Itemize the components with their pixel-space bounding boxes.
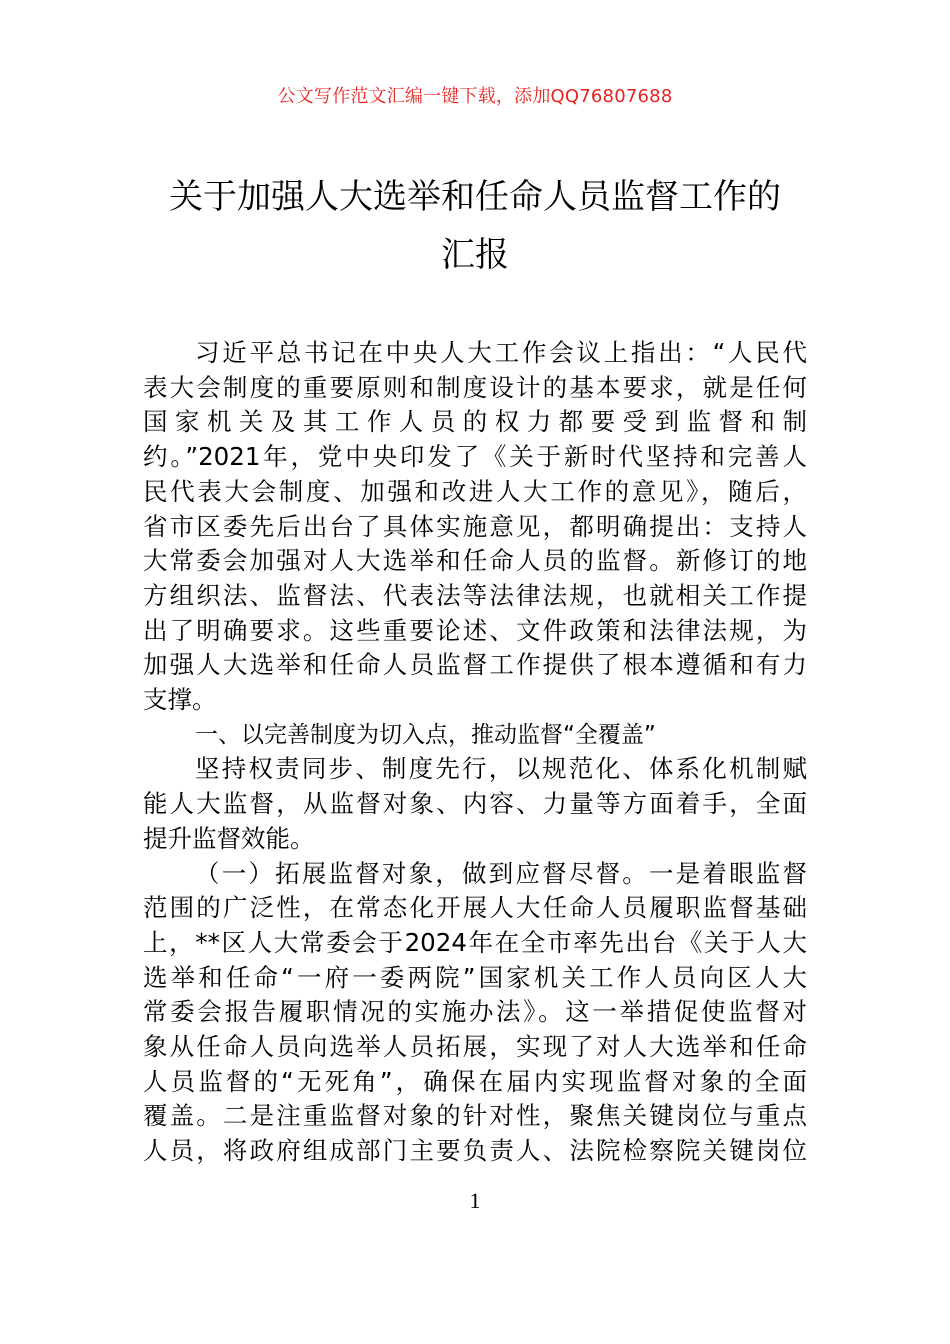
body-line: 覆盖。二是注重监督对象的针对性，聚焦关键岗位与重点 xyxy=(143,1101,807,1131)
body-line: 约。”2021年，党中央印发了《关于新时代坚持和完善人 xyxy=(143,442,807,472)
body-line: 国家机关及其工作人员的权力都要受到监督和制 xyxy=(143,407,807,437)
body-line: 人员监督的“无死角”，确保在届内实现监督对象的全面 xyxy=(143,1066,807,1096)
body-line: 方组织法、监督法、代表法等法律法规，也就相关工作提 xyxy=(143,580,807,610)
body-line: 加强人大选举和任命人员监督工作提供了根本遵循和有力 xyxy=(143,650,807,680)
title-line-1: 关于加强人大选举和任命人员监督工作的 xyxy=(169,177,781,217)
document-body xyxy=(143,336,807,1169)
body-line: 范围的广泛性，在常态化开展人大任命人员履职监督基础 xyxy=(143,893,807,923)
body-line: 选举和任命“一府一委两院”国家机关工作人员向区人大 xyxy=(143,962,807,992)
body-line: 象从任命人员向选举人员拓展，实现了对人大选举和任命 xyxy=(143,1032,807,1062)
body-line: （一）拓展监督对象，做到应督尽督。一是着眼监督 xyxy=(195,858,807,888)
body-line: 表大会制度的重要原则和制度设计的基本要求，就是任何 xyxy=(143,372,807,402)
body-line: 支撑。 xyxy=(143,685,217,715)
document-title xyxy=(130,168,820,284)
body-line: 省市区委先后出台了具体实施意见，都明确提出：支持人 xyxy=(143,511,807,541)
body-line: 民代表大会制度、加强和改进人大工作的意见》，随后， xyxy=(143,476,807,506)
body-line: 常委会报告履职情况的实施办法》。这一举措促使监督对 xyxy=(143,997,807,1027)
page-number: 1 xyxy=(469,1188,481,1213)
body-line: 人员，将政府组成部门主要负责人、法院检察院关键岗位 xyxy=(143,1136,807,1166)
body-line: 上，**区人大常委会于2024年在全市率先出台《关于人大 xyxy=(143,927,807,957)
body-line: 出了明确要求。这些重要论述、文件政策和法律法规，为 xyxy=(143,615,807,645)
body-line: 提升监督效能。 xyxy=(143,823,315,853)
header-note: 公文写作范文汇编一键下载，添加QQ76807688 xyxy=(277,86,673,107)
section-heading: 一、以完善制度为切入点，推动监督“全覆盖” xyxy=(195,721,656,748)
body-line: 习近平总书记在中央人大工作会议上指出：“人民代 xyxy=(195,338,807,367)
body-line: 坚持权责同步、制度先行，以规范化、体系化机制赋 xyxy=(195,754,807,784)
title-line-2: 汇报 xyxy=(441,235,509,275)
body-line: 大常委会加强对人大选举和任命人员的监督。新修订的地 xyxy=(143,546,807,576)
body-line: 能人大监督，从监督对象、内容、力量等方面着手，全面 xyxy=(143,789,807,819)
